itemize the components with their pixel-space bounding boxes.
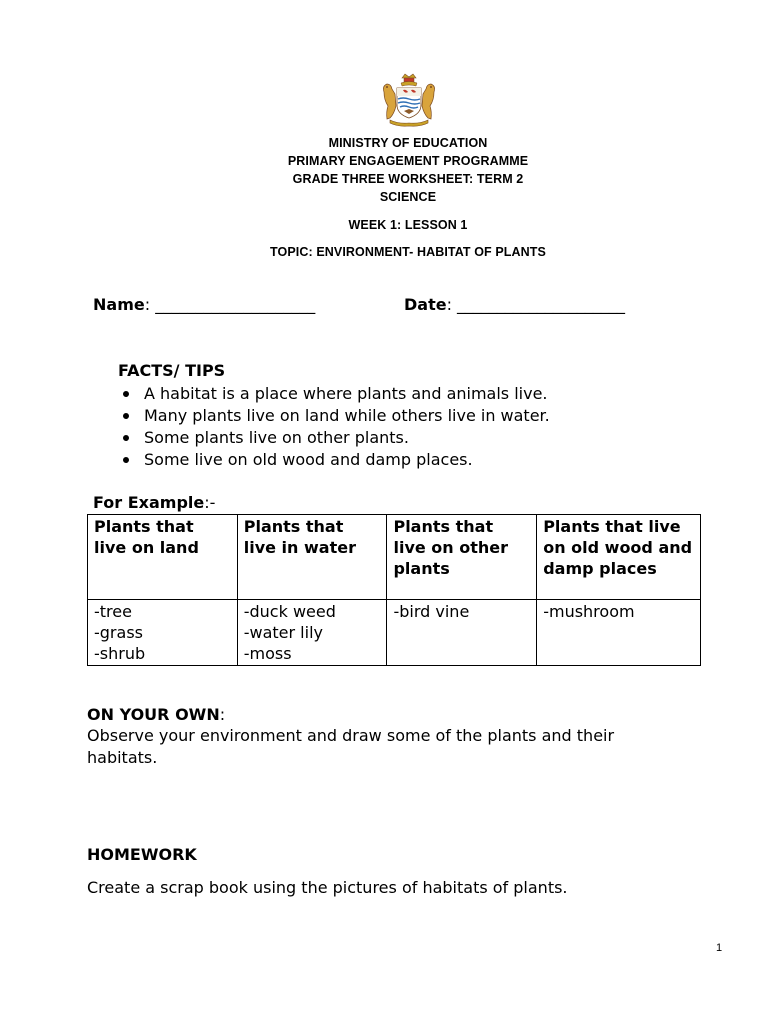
programme-title: PRIMARY ENGAGEMENT PROGRAMME — [287, 154, 529, 168]
homework-heading: HOMEWORK — [87, 845, 197, 864]
ministry-title: MINISTRY OF EDUCATION — [328, 136, 488, 150]
page-number: 1 — [716, 942, 723, 954]
on-your-own-heading-text: ON YOUR OWN — [87, 705, 220, 724]
fact-item: Some plants live on other plants. — [118, 427, 550, 449]
cell-old-wood — [537, 600, 701, 666]
name-label: Name — [93, 295, 145, 314]
list-item: -tree — [94, 602, 132, 621]
table-header-row — [88, 515, 701, 600]
cell-water — [237, 600, 387, 666]
topic-title: TOPIC: ENVIRONMENT- HABITAT OF PLANTS — [270, 245, 546, 259]
column-header-other-plants: Plants that live on other plants — [387, 515, 537, 600]
on-your-own-text: Observe your environment and draw some of the plants and their habitats. — [87, 726, 615, 767]
fact-item: A habitat is a place where plants and animals live. — [118, 383, 550, 405]
on-your-own-heading-suffix: : — [219, 705, 226, 724]
fact-item: Many plants live on land while others live in water. — [118, 405, 550, 427]
list-item: -water lily — [243, 623, 323, 642]
table-row — [88, 600, 701, 666]
facts-heading: FACTS/ TIPS — [118, 361, 226, 380]
plant-habitat-table — [87, 514, 701, 666]
example-heading-suffix: :- — [204, 493, 216, 512]
worksheet-title: GRADE THREE WORKSHEET: TERM 2 — [292, 172, 524, 186]
name-field[interactable] — [93, 295, 315, 314]
example-heading-text: For Example — [93, 493, 205, 512]
coat-of-arms-emblem — [378, 72, 440, 128]
homework-text: Create a scrap book using the pictures of habitats of plants. — [87, 878, 568, 897]
date-field[interactable] — [404, 295, 625, 314]
cell-land — [88, 600, 238, 666]
fact-item: Some live on old wood and damp places. — [118, 449, 550, 471]
example-heading — [93, 493, 215, 512]
list-item: -duck weed — [243, 602, 336, 621]
column-header-land: Plants that live on land — [88, 515, 238, 600]
date-label: Date — [404, 295, 447, 314]
column-header-old-wood: Plants that live on old wood and damp places — [537, 515, 701, 600]
list-item: -shrub — [94, 644, 146, 663]
list-item: -grass — [94, 623, 143, 642]
date-blank: : _____________________ — [446, 295, 626, 314]
subject-title: SCIENCE — [379, 190, 437, 204]
on-your-own-heading — [87, 705, 225, 724]
cell-other-plants — [387, 600, 537, 666]
list-item: -mushroom — [543, 602, 635, 621]
list-item: -moss — [243, 644, 292, 663]
facts-list — [118, 383, 550, 471]
column-header-water: Plants that live in water — [237, 515, 387, 600]
week-lesson: WEEK 1: LESSON 1 — [348, 218, 468, 232]
name-blank: : ____________________ — [144, 295, 316, 314]
list-item: -bird vine — [393, 602, 470, 621]
